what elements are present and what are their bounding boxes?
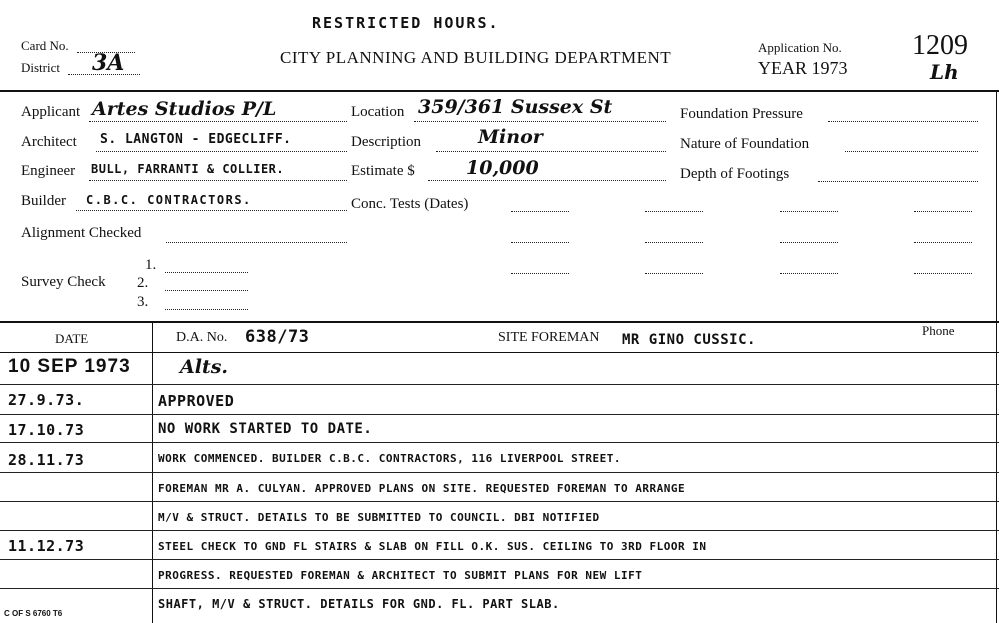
survey-item-1: 1. xyxy=(145,257,157,273)
architect-label: Architect xyxy=(21,134,77,150)
conc-tests-label: Conc. Tests (Dates) xyxy=(351,196,469,212)
row-7-text: STEEL CHECK TO GND FL STAIRS & SLAB ON FILL O.K. SUS. CEILING TO 3RD FLOOR IN xyxy=(158,540,707,553)
row-rule-1 xyxy=(0,384,999,385)
row-rule-6 xyxy=(0,530,999,531)
applicant-value: Artes Studios P/L xyxy=(92,98,277,120)
conc-line-c2 xyxy=(780,242,838,243)
architect-value: S. LANGTON - EDGECLIFF. xyxy=(100,132,292,147)
application-no-label: Application No. xyxy=(758,40,842,55)
row-3-date: 17.10.73 xyxy=(8,421,85,439)
foundation-pressure-label: Foundation Pressure xyxy=(680,106,803,122)
estimate-value: 10,000 xyxy=(466,157,539,179)
row-6-text: M/V & STRUCT. DETAILS TO BE SUBMITTED TO COUNCIL. DBI NOTIFIED xyxy=(158,511,600,524)
builder-line xyxy=(76,210,347,211)
application-number: 1209 xyxy=(912,30,968,61)
survey-line-1 xyxy=(165,272,248,273)
row-rule-5 xyxy=(0,501,999,502)
row-7-date: 11.12.73 xyxy=(8,537,85,555)
department-title: CITY PLANNING AND BUILDING DEPARTMENT xyxy=(280,48,672,67)
initials: Lh xyxy=(930,60,959,84)
conc-line-b1 xyxy=(645,211,703,212)
location-value: 359/361 Sussex St xyxy=(418,96,613,118)
site-foreman-label: SITE FOREMAN xyxy=(498,330,600,345)
row-rule-8 xyxy=(0,588,999,589)
conc-line-d2 xyxy=(914,242,972,243)
row-1-date: 10 SEP 1973 xyxy=(8,356,131,377)
row-1-text: Alts. xyxy=(180,356,229,378)
survey-item-3: 3. xyxy=(137,294,149,310)
date-header: DATE xyxy=(55,331,89,346)
row-8-text: PROGRESS. REQUESTED FOREMAN & ARCHITECT TO SUBMIT PLANS FOR NEW LIFT xyxy=(158,569,643,582)
conc-line-c1 xyxy=(780,211,838,212)
survey-line-2 xyxy=(165,290,248,291)
conc-line-a3 xyxy=(511,273,569,274)
survey-line-3 xyxy=(165,309,248,310)
row-rule-4 xyxy=(0,472,999,473)
survey-check-label: Survey Check xyxy=(21,274,106,290)
description-label: Description xyxy=(351,134,421,150)
district-value: 3A xyxy=(92,50,125,76)
row-9-text: SHAFT, M/V & STRUCT. DETAILS FOR GND. FL. PART SLAB. xyxy=(158,597,560,611)
row-3-text: NO WORK STARTED TO DATE. xyxy=(158,421,373,437)
restricted-hours-note: RESTRICTED HOURS. xyxy=(312,14,500,32)
applicant-line xyxy=(89,121,347,122)
alignment-line xyxy=(166,242,347,243)
row-2-date: 27.9.73. xyxy=(8,391,85,409)
builder-value: C.B.C. CONTRACTORS. xyxy=(86,193,252,207)
depth-of-footings-label: Depth of Footings xyxy=(680,166,790,182)
site-foreman-value: MR GINO CUSSIC. xyxy=(622,332,756,348)
survey-item-2: 2. xyxy=(137,275,149,291)
location-line xyxy=(414,121,666,122)
conc-line-b2 xyxy=(645,242,703,243)
conc-line-a2 xyxy=(511,242,569,243)
conc-line-c3 xyxy=(780,273,838,274)
foundation-pressure-line xyxy=(828,121,978,122)
depth-line xyxy=(818,181,978,182)
table-header-rule xyxy=(0,352,999,353)
year-label: YEAR 1973 xyxy=(758,58,848,78)
nature-line xyxy=(845,151,978,152)
district-label: District xyxy=(21,60,60,75)
engineer-label: Engineer xyxy=(21,163,76,179)
phone-label: Phone xyxy=(922,323,955,338)
architect-line xyxy=(96,151,347,152)
nature-of-foundation-label: Nature of Foundation xyxy=(680,136,810,152)
conc-line-d3 xyxy=(914,273,972,274)
header-rule xyxy=(0,90,999,92)
location-label: Location xyxy=(351,104,405,120)
conc-line-b3 xyxy=(645,273,703,274)
estimate-line xyxy=(428,180,666,181)
builder-label: Builder xyxy=(21,193,66,209)
description-line xyxy=(436,151,666,152)
row-2-text: APPROVED xyxy=(158,392,235,410)
da-no-label: D.A. No. xyxy=(176,330,228,345)
right-border xyxy=(996,90,997,623)
engineer-value: BULL, FARRANTI & COLLIER. xyxy=(91,162,285,176)
card-no-label: Card No. xyxy=(21,38,69,53)
row-4-text: WORK COMMENCED. BUILDER C.B.C. CONTRACTORS, 116 LIVERPOOL STREET. xyxy=(158,452,621,465)
form-code: C OF S 6760 T6 xyxy=(4,609,63,618)
conc-line-a1 xyxy=(511,211,569,212)
row-4-date: 28.11.73 xyxy=(8,451,85,469)
estimate-label: Estimate $ xyxy=(351,163,415,179)
row-rule-7 xyxy=(0,559,999,560)
engineer-line xyxy=(89,180,347,181)
description-value: Minor xyxy=(478,126,543,148)
table-top-rule xyxy=(0,321,999,323)
row-5-text: FOREMAN MR A. CULYAN. APPROVED PLANS ON SITE. REQUESTED FOREMAN TO ARRANGE xyxy=(158,482,686,495)
row-rule-3 xyxy=(0,442,999,443)
row-rule-2 xyxy=(0,414,999,415)
applicant-label: Applicant xyxy=(21,104,81,120)
alignment-checked-label: Alignment Checked xyxy=(21,225,142,241)
da-no-value: 638/73 xyxy=(245,327,310,347)
conc-line-d1 xyxy=(914,211,972,212)
